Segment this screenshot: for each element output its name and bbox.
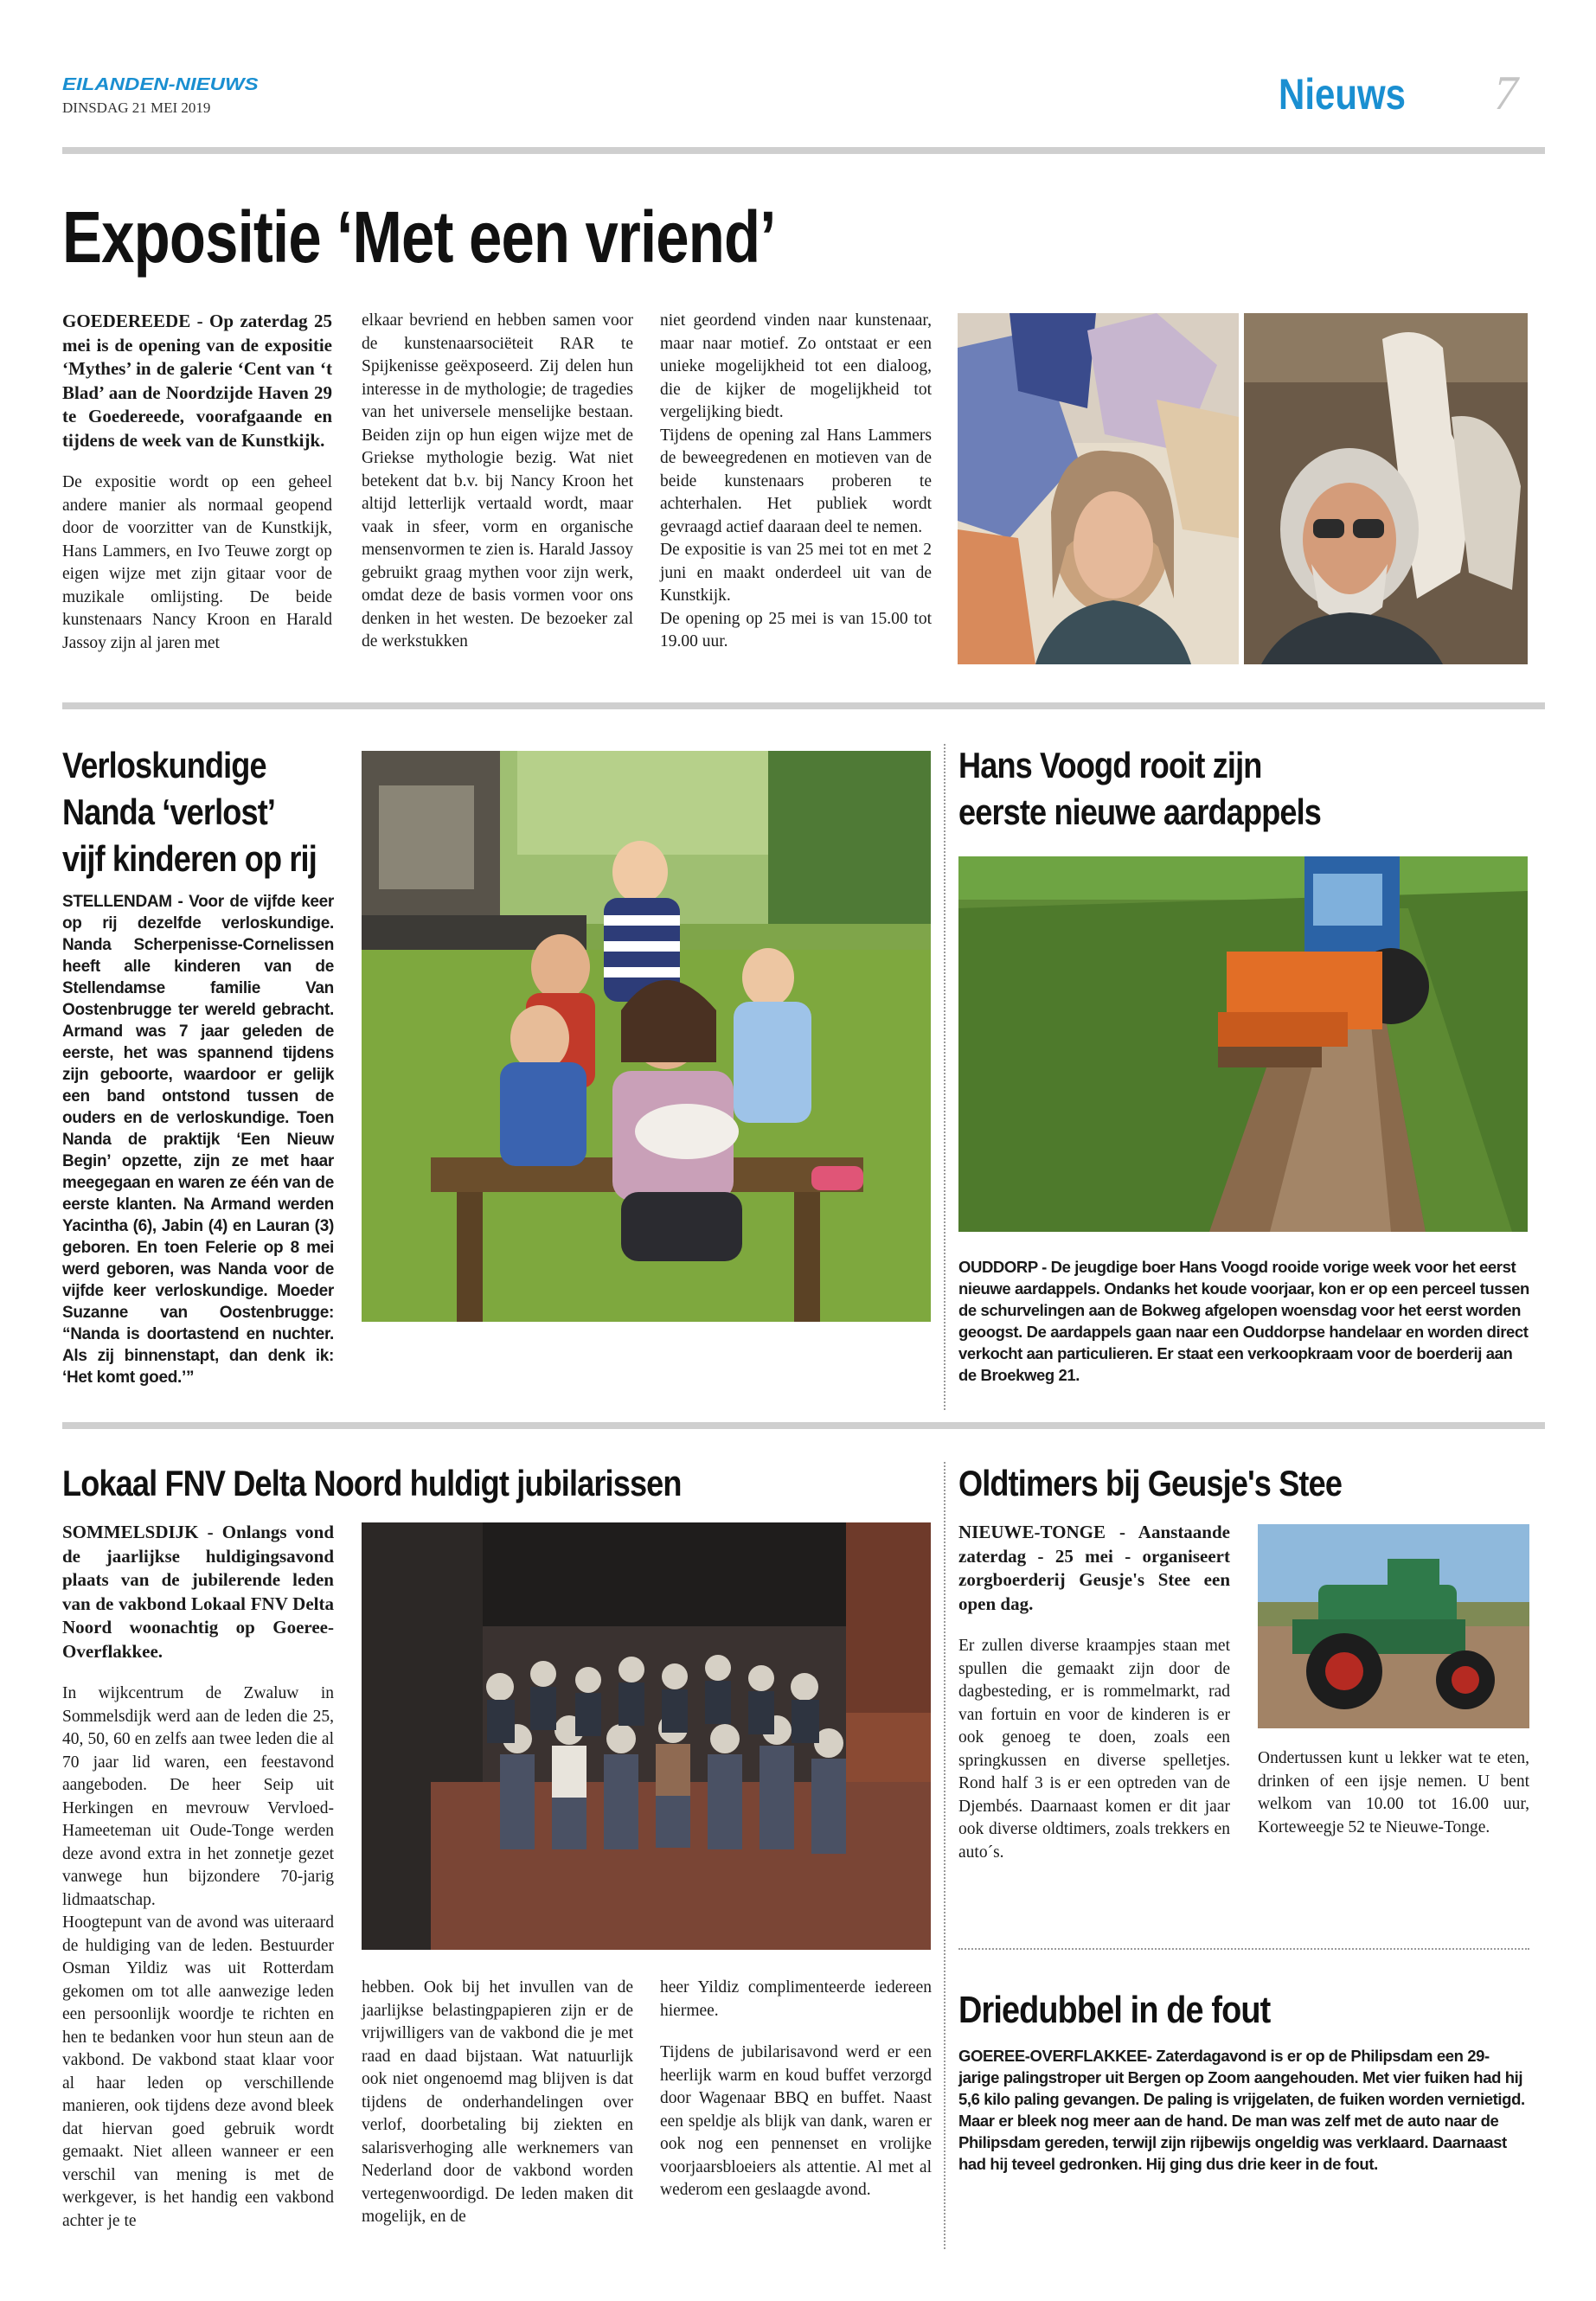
article3-caption-column [958, 1256, 1529, 1386]
potato-harvest-photo [958, 856, 1528, 1232]
masthead-rule [62, 147, 1545, 154]
article2-headline-line-3: vijf kinderen op rij [62, 838, 317, 879]
article2-body-column [62, 891, 334, 1388]
article1-col3-text-2: Tijdens de opening zal Hans Lammers de beweegredenen en motieven van de beide kunstenaars proberen te achterhalen. Het publiek wordt gevraagd actief daaraan deel te nemen. [660, 426, 932, 536]
article5-col2-text: Ondertussen kunt u lekker wat te eten, drinken of een ijsje nemen. U bent welkom van 10.00 tot 16.00 uur, Korteweegje 52 te Nieuwe-Tonge. [1258, 1749, 1529, 1836]
article-divider [958, 1948, 1529, 1950]
article3-caption: OUDDORP - De jeugdige boer Hans Voogd rooide vorige week voor het eerst nieuwe aardappels. Ondanks het koude voorjaar, kon er op een perceel tussen de schurvelingen aan de Bokweg afgelopen woensdag voor het eerst worden geoogst. De aardappels gaan naar een Ouddorpse handelaar en worden direct verkocht aan particulieren. Er staat een verkoopkraam voor de boerderij aan de Broekweg 21. [958, 1258, 1529, 1384]
article5-col1 [958, 1521, 1230, 1864]
section-rule-2 [62, 1422, 1545, 1429]
article1-headline: Expositie ‘Met een vriend’ [62, 196, 776, 278]
article4-col1-text-2: Hoogtepunt van de avond was uiteraard de huldiging van de leden. Bestuurder Osman Yildiz was uit Rotterdam gekomen om tot alle aanwezige leden een persoonlijk woordje te richten en hen te bedanken voor hun steun aan de vakbond. De vakbond staat klaar voor al haar leden op verschillende manieren, ook tijdens deze avond bleek dat hiervan goed gebruik wordt gemaakt. Niet alleen wanneer er een verschil van mening is met de werkgever, is het handig een vakbond achter je te [62, 1913, 334, 2230]
article1-col1 [62, 310, 332, 655]
article6-body-column [958, 2045, 1529, 2175]
article1-col3-text-3: De expositie is van 25 mei tot en met 2 juni en maakt onderdeel uit van de Kunstkijk. [660, 541, 932, 605]
article3-headline-line-2: eerste nieuwe aardappels [958, 792, 1322, 832]
article4-col2 [362, 1977, 633, 2229]
family-photo [362, 751, 931, 1322]
article5-col1-text: Er zullen diverse kraampjes staan met spullen die gemaakt zijn door de dagbesteding, er is rommelmarkt, rad van fortuin en voor de kinderen is er ook genoeg te doen, zoals een springkussen en diverse spelletjes. Rond half 3 is er een optreden van de Djembés. Daarnaast komen er dit jaar ook diverse oldtimers, zoals trekkers en auto´s. [958, 1637, 1230, 1862]
jubilarissen-group-photo [362, 1522, 931, 1950]
page-number: 7 [1494, 67, 1518, 120]
section-rule-1 [62, 702, 1545, 709]
portrait-photo-man [1244, 313, 1528, 664]
article4-lede: SOMMELSDIJK - Onlangs vond de jaarlijkse huldigingsavond plaats van de jubilerende leden van de vakbond Lokaal FNV Delta Noord woonachtig op Goeree-Overflakkee. [62, 1522, 334, 1662]
masthead-date: DINSDAG 21 MEI 2019 [62, 99, 211, 116]
article1-col2-text: elkaar bevriend en hebben samen voor de kunstenaarsociëteit RAR te Spijkenisse geëxposeerd. Zij delen hun interesse in de mythologie; de tragedies van het universele menselijke bestaan. Beiden zijn op hun eigen wijze met de Griekse mythologie bezig. Wat niet betekent dat b.v. bij Nancy Kroon het altijd letterlijk vertaald wordt, maar vaak in sfeer, vorm en organische mensenvormen te zien is. Harald Jassoy gebruikt graag mythen voor zijn werk, omdat deze de basis vormen voor ons denken in het westen. De bezoeker zal de werkstukken [362, 311, 633, 651]
section-title: Nieuws [1279, 70, 1407, 119]
article1-col1-text: De expositie wordt op een geheel andere manier als normaal geopend door de voorzitter van de Kunstkijk, Hans Lammers, en Ivo Teuwe zorgt op eigen wijze met zijn gitaar voor de muzikale omlijsting. De beide kunstenaars Nancy Kroon en Harald Jassoy zijn al jaren met [62, 473, 332, 652]
article5-col2 [1258, 1747, 1529, 1839]
oldtimer-tractor-photo [1258, 1524, 1529, 1728]
article4-col3-text-2: Tijdens de jubilarisavond werd er een heerlijk warm en koud buffet verzorgd door Wagenaar BBQ en buffet. Naast een speldje als blijk van dank, waren er ook nog een pennenset en vrolijke voorjaarsbloeiers als attentie. Al met al wederom een geslaagde avond. [660, 2043, 932, 2199]
article6-headline: Driedubbel in de fout [958, 1989, 1271, 2031]
article4-col2-text: hebben. Ook bij het invullen van de jaarlijkse belastingpapieren zijn er de vrijwilligers van de vakbond die je met raad en daad bijstaan. Wat natuurlijk ook niet ongenoemd mag blijven is dat tijdens de onderhandelingen over verlof, doorbetaling bij ziekten en salarisverhoging alle werknemers van Nederland door de vakbond worden vertegenwoordigd. De leden maken dit mogelijk, en de [362, 1978, 633, 2226]
article1-lede: GOEDEREEDE - Op zaterdag 25 mei is de opening van de expositie ‘Mythes’ in de galerie ‘Cent van ‘t Blad’ aan de Noordzijde Haven 29 te Goedereede, voorafgaande en tijdens de week van de Kunstkijk. [62, 311, 332, 451]
article4-col1 [62, 1521, 334, 2233]
article1-col3 [660, 310, 932, 654]
article2-headline [62, 742, 358, 882]
article1-col3-text-1: niet geordend vinden naar kunstenaar, maar naar motief. Zo ontstaat er een unieke mogelijkheid tot een dialoog, die de kijker de mogelijkheid tot vergelijking biedt. [660, 311, 932, 421]
article3-headline [958, 742, 1380, 836]
article2-headline-line-2: Nanda ‘verlost’ [62, 792, 276, 832]
article2-headline-line-1: Verloskundige [62, 745, 266, 785]
article4-headline: Lokaal FNV Delta Noord huldigt jubilarissen [62, 1463, 682, 1503]
article4-col3-text-1: heer Yildiz complimenteerde iedereen hiermee. [660, 1978, 932, 2020]
article1-col2 [362, 310, 633, 654]
article4-col1-text-1: In wijkcentrum de Zwaluw in Sommelsdijk werd aan de leden die 25, 40, 50, 60 en zelfs aan twee leden die al 70 jaar lid waren, een feestavond aangeboden. De heer Seip uit Herkingen en mevrouw Vervloed-Hameeteman uit Oude-Tonge werden deze avond extra in het zonnetje gezet vanwege hun bijzondere 70-jarig lidmaatschap. [62, 1684, 334, 1909]
masthead-logo: EILANDEN-NIEUWS [62, 74, 259, 94]
article1-col3-text-4: De opening op 25 mei is van 15.00 tot 19.00 uur. [660, 609, 932, 651]
portrait-photo-woman [958, 313, 1239, 664]
article4-col3 [660, 1977, 932, 2202]
article5-headline: Oldtimers bij Geusje's Stee [958, 1463, 1343, 1503]
article3-headline-line-1: Hans Voogd rooit zijn [958, 745, 1262, 785]
column-divider-1 [944, 744, 945, 1410]
article5-lede: NIEUWE-TONGE - Aanstaande zaterdag - 25 mei - organiseert zorgboerderij Geusje's Stee een open dag. [958, 1522, 1230, 1614]
article6-body: GOEREE-OVERFLAKKEE- Zaterdagavond is er op de Philipsdam een 29-jarige palingstroper uit Bergen op Zoom aangehouden. Met vier fuiken had hij 5,6 kilo paling gevangen. De paling is vrijgelaten, de fuiken worden vernietigd. Maar er bleek nog meer aan de hand. De man was zelf met de auto naar de Philipsdam gereden, terwijl zijn rijbewijs ongeldig was verklaard. Daarnaast had hij teveel gedronken. Hij ging dus drie keer in de fout. [958, 2047, 1525, 2173]
article2-body: STELLENDAM - Voor de vijfde keer op rij dezelfde verloskundige. Nanda Scherpenisse-Cornelissen heeft alle kinderen van de Stellendamse familie Van Oostenbrugge ter wereld gebracht. Armand was 7 jaar geleden de eerste, het was spannend tijdens zijn geboorte, waardoor er gelijk een band ontstond tussen de ouders en de verloskundige. Toen Nanda de praktijk ‘Een Nieuw Begin’ opzette, zijn ze met haar meegegaan en waren ze één van de eerste klanten. Na Armand werden Yacintha (6), Jabin (4) en Lauran (3) geboren. En toen Felerie op 8 mei werd geboren, was Nanda voor de vijfde keer verloskundige. Moeder Suzanne van Oostenbrugge: “Nanda is doortastend en nuchter. Als zij binnenstapt, dan denk ik: ‘Het komt goed.’” [62, 893, 334, 1387]
column-divider-2 [944, 1462, 945, 2249]
